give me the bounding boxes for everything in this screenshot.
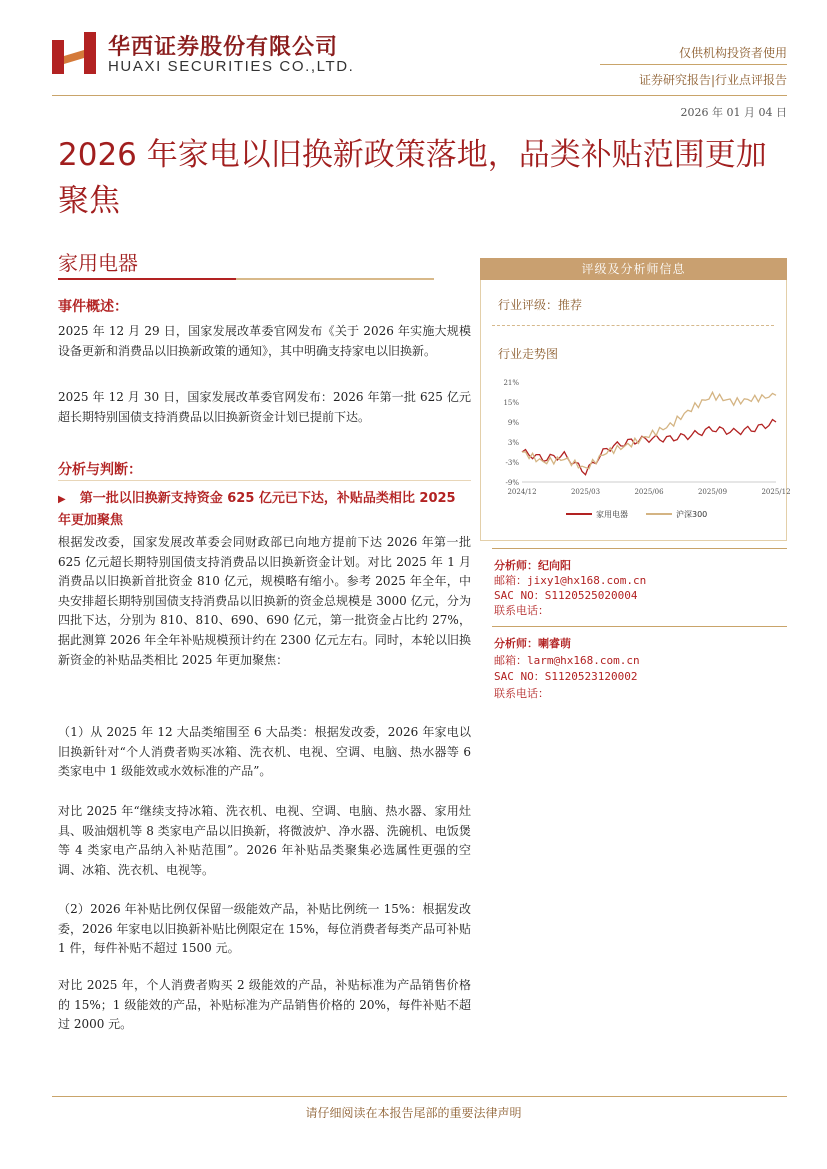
rating-label: 行业评级： <box>498 298 559 312</box>
legend-label: 沪深300 <box>676 510 708 519</box>
industry-trend-chart <box>486 372 791 532</box>
analysis-subheading <box>58 488 471 531</box>
header-divider <box>52 95 787 96</box>
analysis-paragraph-4: （2）2026 年补贴比例仅保留一级能效产品，补贴比例统一 15%：根据发改委，2026 年家电以旧换新补贴比例限定在 15%，每位消费者每类产品可补贴 1 件，每件补贴不超过 1500 元。 <box>58 902 471 956</box>
analyst-1-phone: 联系电话： <box>494 604 549 617</box>
analyst-2-sac: SAC NO：S1120523120002 <box>494 670 638 683</box>
analysis-paragraph-3: 对比 2025 年“继续支持冰箱、洗衣机、电视、空调、电脑、热水器、家用灶具、吸油烟机等 8 类家电产品以旧换新，将微波炉、净水器、洗碗机、电饭煲等 4 类家电产品纳入补贴范围”。2026 年补贴品类聚集必选属性更强的空调、冰箱、洗衣机、电视等。 <box>58 804 471 877</box>
rating-value: 推荐 <box>558 298 583 312</box>
industry-name: 家用电器 <box>58 251 138 275</box>
analyst-2-email[interactable]: 邮箱：larm@hx168.com.cn <box>494 654 640 667</box>
analyst-divider-2 <box>492 626 787 627</box>
y-tick-label: -3% <box>505 459 519 467</box>
report-type: 证券研究报告|行业点评报告 <box>638 73 787 87</box>
x-tick-label: 2024/12 <box>507 488 537 496</box>
legend-label: 家用电器 <box>596 510 628 519</box>
analyst-1-name: 分析师：纪向阳 <box>494 559 571 572</box>
event-paragraph-1: 2025 年 12 月 29 日，国家发展改革委官网发布《关于 2026 年实施大规模设备更新和消费品以旧换新政策的通知》，其中明确支持家电以旧换新。 <box>58 324 471 358</box>
footer-divider <box>52 1096 787 1097</box>
event-paragraph-2: 2025 年 12 月 30 日，国家发展改革委官网发布：2026 年第一批 625 亿元超长期特别国债支持消费品以旧换新资金计划已提前下达。 <box>58 390 471 424</box>
trend-chart-title: 行业走势图 <box>498 347 559 361</box>
report-date: 2026 年 01 月 04 日 <box>680 106 787 119</box>
x-tick-label: 2025/09 <box>697 488 728 496</box>
y-tick-label: 21% <box>503 379 519 387</box>
industry-rating <box>498 296 582 313</box>
company-logo <box>52 30 96 78</box>
analyst-2-phone: 联系电话： <box>494 687 549 700</box>
x-tick-label: 2025/06 <box>634 488 664 496</box>
analyst-2-name: 分析师：喇睿萌 <box>494 637 571 650</box>
y-tick-label: 3% <box>507 439 519 447</box>
logo-english-name: HUAXI SECURITIES CO.,LTD. <box>108 58 355 75</box>
x-tick-label: 2025/03 <box>570 488 601 496</box>
triangle-bullet-icon: ▶ <box>58 494 66 505</box>
analyst-1-sac: SAC NO：S1120525020004 <box>494 589 638 602</box>
analysis-subheading-text: 第一批以旧换新支持资金 625 亿元已下达，补贴品类相比 2025 年更加聚焦 <box>58 491 456 528</box>
rating-divider <box>492 325 774 326</box>
report-title: 2026 年家电以旧换新政策落地，品类补贴范围更加聚焦 <box>58 137 767 219</box>
y-tick-label: -9% <box>505 479 519 487</box>
footer-disclaimer: 请仔细阅读在本报告尾部的重要法律声明 <box>305 1106 522 1120</box>
analysis-paragraph-1: 根据发改委，国家发展改革委会同财政部已向地方提前下达 2026 年第一批 625 亿元超长期特别国债支持消费品以旧换新资金计划。对比 2025 年 1 月消费品以旧换新首批资金 810 亿元，规模略有缩小。参考 2025 年全年，中央安排超长期特别国债支持消费品以旧换新的资金总规模是 3000 亿元，分为四批下达，分别为 810、810、690、690 亿元，第一批资金占比约 27%，据此测算 2026 年全年补贴规模预计约在 2300 亿元左右。同时，本轮以旧换新资金的补贴品类相比 2025 年更加聚焦： <box>58 535 471 667</box>
x-tick-label: 2025/12 <box>761 488 791 496</box>
logo-chinese-name: 华西证券股份有限公司 <box>108 35 339 60</box>
analyst-divider-1 <box>492 548 787 549</box>
analysis-paragraph-2: （1）从 2025 年 12 大品类缩围至 6 大品类：根据发改委，2026 年家电以旧换新针对“个人消费者购买冰箱、洗衣机、电视、空调、电脑、热水器等 6 类家电中 1 级能效或水效标准的产品”。 <box>58 725 471 779</box>
industry-underline-light <box>236 278 434 280</box>
y-tick-label: 15% <box>503 399 519 407</box>
analyst-1-email[interactable]: 邮箱：jixy1@hx168.com.cn <box>494 574 647 587</box>
industry-underline <box>58 278 236 280</box>
analysis-heading: 分析与判断： <box>58 462 142 478</box>
rating-panel-header: 评级及分析师信息 <box>480 258 787 280</box>
analysis-paragraph-5: 对比 2025 年，个人消费者购买 2 级能效的产品，补贴标准为产品销售价格的 15%；1 级能效的产品，补贴标准为产品销售价格的 20%，每件补贴不超过 2000 元。 <box>58 978 471 1032</box>
audience-note: 仅供机构投资者使用 <box>678 46 787 60</box>
y-tick-label: 9% <box>507 419 519 427</box>
header-divider-short <box>600 64 787 65</box>
analysis-divider <box>58 480 471 481</box>
event-heading: 事件概述： <box>58 299 128 315</box>
series-line-家用电器 <box>522 420 776 475</box>
